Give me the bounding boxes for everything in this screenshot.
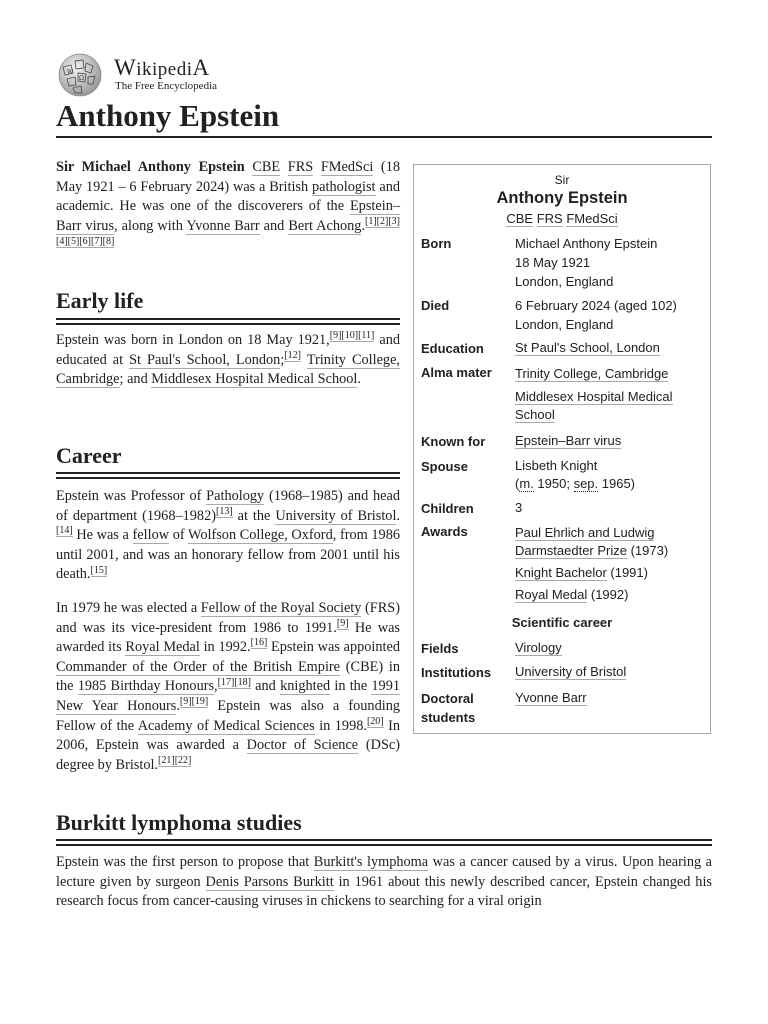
heading-early-life: Early life bbox=[56, 288, 144, 313]
fmedsci-link[interactable]: FMedSci bbox=[320, 159, 374, 175]
citation-refs[interactable]: [9] bbox=[336, 617, 349, 629]
yvonne-barr-link[interactable]: Yvonne Barr bbox=[515, 690, 587, 705]
citation-refs[interactable]: [21][22] bbox=[158, 754, 192, 766]
infobox-value: 6 February 2024 (aged 102) London, England bbox=[515, 298, 677, 332]
infobox-label: Education bbox=[421, 341, 484, 356]
infobox-scientific-career-heading: Scientific career bbox=[511, 615, 613, 630]
denis-burkitt-link[interactable]: Denis Parsons Burkitt bbox=[205, 873, 334, 890]
infobox bbox=[413, 164, 711, 734]
cbe-link[interactable]: CBE bbox=[506, 211, 534, 226]
royal-medal-link[interactable]: Royal Medal bbox=[515, 587, 588, 602]
infobox-label: Fields bbox=[421, 641, 459, 656]
st-pauls-school-link[interactable]: St Paul's School, London bbox=[515, 340, 660, 355]
svg-text:W: W bbox=[67, 69, 74, 76]
site-header bbox=[55, 53, 355, 97]
infobox-label: Died bbox=[421, 298, 450, 313]
university-of-bristol-link[interactable]: University of Bristol bbox=[275, 507, 397, 524]
pathologist-link[interactable]: pathologist bbox=[311, 178, 376, 195]
infobox-value bbox=[515, 339, 705, 357]
fellow-link[interactable]: fellow bbox=[132, 527, 170, 544]
trinity-college-link[interactable]: Trinity College, Cambridge bbox=[515, 366, 669, 381]
infobox-value: Michael Anthony Epstein 18 May 1921 London, England bbox=[515, 236, 658, 289]
heading-rule bbox=[56, 472, 400, 479]
citation-refs[interactable]: [16] bbox=[250, 637, 268, 649]
epstein-barr-virus-link[interactable]: Epstein–Barr virus bbox=[515, 433, 622, 448]
frs-link[interactable]: FRS bbox=[536, 211, 563, 226]
subject-name: Sir Michael Anthony Epstein bbox=[56, 159, 245, 175]
frs-link[interactable]: FRS bbox=[287, 159, 314, 175]
infobox-honorific: Sir bbox=[554, 173, 570, 187]
citation-refs[interactable]: [15] bbox=[90, 564, 108, 576]
pathology-link[interactable]: Pathology bbox=[206, 488, 265, 504]
citation-refs[interactable]: [17][18] bbox=[217, 676, 251, 688]
royal-medal-link[interactable]: Royal Medal bbox=[125, 639, 200, 656]
infobox-value: Lisbeth Knight (m. 1950; sep. 1965) bbox=[515, 458, 636, 491]
citation-refs[interactable]: [9][10][11] bbox=[329, 330, 375, 342]
early-life-paragraph: Epstein was born in London on 18 May 1921,[9][10][11] and educated at St Paul's School, London;[12] Trinity College, Cambridge; and Middlesex Hospital Medical School. bbox=[56, 330, 400, 388]
infobox-value bbox=[515, 639, 705, 657]
infobox-label: Doctoral students bbox=[421, 691, 476, 725]
heading-career: Career bbox=[56, 443, 122, 468]
citation-refs[interactable]: [9][19] bbox=[179, 696, 209, 708]
separated-abbr[interactable]: sep. bbox=[573, 476, 599, 491]
lead-paragraph: Sir Michael Anthony Epstein CBE FRS FMedSci (18 May 1921 – 6 February 2024) was a British pathologist and academic. He was one of the discoverers of the Epstein–Barr virus, along with Yvonne Barr and Bert Achong.[1][2][3][4][5][6][7][8] bbox=[56, 159, 400, 247]
title-rule bbox=[56, 136, 712, 138]
infobox-value: Paul Ehrlich and Ludwig Darmstaedter Prize (1973) Knight Bachelor (1991) Royal Medal (1992) bbox=[515, 525, 669, 602]
infobox-value bbox=[515, 432, 705, 450]
infobox-label: Institutions bbox=[421, 665, 492, 680]
middlesex-hospital-link[interactable]: Middlesex Hospital Medical School bbox=[515, 389, 673, 422]
infobox-name: Anthony Epstein bbox=[496, 189, 628, 207]
page-title: Anthony Epstein bbox=[56, 98, 280, 133]
citation-refs[interactable]: [14] bbox=[56, 525, 73, 537]
infobox-label: Known for bbox=[421, 434, 486, 449]
svg-text:Ω: Ω bbox=[79, 75, 84, 82]
infobox-label: Children bbox=[421, 501, 474, 516]
wikipedia-globe-logo[interactable] bbox=[55, 53, 105, 97]
married-abbr[interactable]: m. bbox=[519, 476, 534, 491]
heading-rule bbox=[56, 318, 400, 325]
career-paragraph-2: In 1979 he was elected a Fellow of the Royal Society (FRS) and was its vice-president from 1986 to 1991.[9] He was awarded its Royal Medal in 1992.[16] Epstein was appointed Commander of the Order of the British Empire (CBE) in the 1985 Birthday Honours,[17][18] and knighted in the 1991 New Year Honours.[9][19] Epstein was also a founding Fellow of the Academy of Medical Sciences in 1998.[20] In 2006, Epstein was awarded a Doctor of Science (DSc) degree by Bristol.[21][22] bbox=[56, 600, 401, 773]
infobox-label: Spouse bbox=[421, 459, 468, 474]
paul-ehrlich-prize-link[interactable]: Paul Ehrlich and Ludwig Darmstaedter Prize bbox=[515, 525, 655, 558]
infobox-label: Alma mater bbox=[421, 365, 492, 380]
virology-link[interactable]: Virology bbox=[515, 640, 562, 655]
infobox-postnominals bbox=[414, 211, 710, 226]
burkitt-paragraph: Epstein was the first person to propose that Burkitt's lymphoma was a cancer caused by a virus. Upon hearing a lecture given by surgeon Denis Parsons Burkitt in 1961 about this newly described cancer, Epstein changed his research focus from cancer-causing viruses in chickens to searching for a viral origin bbox=[56, 854, 712, 909]
doctor-of-science-link[interactable]: Doctor of Science bbox=[246, 737, 359, 754]
wikipedia-tagline: The Free Encyclopedia bbox=[115, 80, 218, 92]
fellow-royal-society-link[interactable]: Fellow of the Royal Society bbox=[200, 600, 362, 616]
citation-refs[interactable]: [20] bbox=[366, 715, 384, 727]
wikipedia-wordmark[interactable]: WikipediA bbox=[114, 55, 210, 80]
wolfson-college-link[interactable]: Wolfson College, Oxford bbox=[188, 527, 333, 544]
university-of-bristol-link[interactable]: University of Bristol bbox=[515, 664, 627, 679]
knight-bachelor-link[interactable]: Knight Bachelor bbox=[515, 565, 607, 580]
knighted-link[interactable]: knighted bbox=[280, 678, 331, 695]
infobox-label: Born bbox=[421, 236, 452, 251]
infobox-value bbox=[515, 663, 705, 681]
infobox-label: Awards bbox=[421, 524, 468, 539]
citation-refs[interactable]: [1][2][3][4][5][6][7][8] bbox=[56, 216, 400, 247]
infobox-value: 3 bbox=[515, 500, 523, 515]
cbe-link[interactable]: CBE bbox=[252, 159, 281, 175]
career-paragraph-1: Epstein was Professor of Pathology (1968–1985) and head of department (1968–1982)[13] at the University of Bristol.[14] He was a fellow of Wolfson College, Oxford, from 1986 until 2001, and was an honorary fellow from 2001 until his death.[15] bbox=[56, 488, 400, 583]
birthday-honours-link[interactable]: 1985 Birthday Honours bbox=[77, 678, 215, 695]
bert-achong-link[interactable]: Bert Achong bbox=[288, 217, 362, 234]
trinity-college-link[interactable]: Trinity College, Cambridge bbox=[56, 351, 400, 388]
citation-refs[interactable]: [12] bbox=[284, 349, 301, 361]
cbe-order-link[interactable]: Commander of the Order of the British Empire bbox=[56, 658, 341, 675]
infobox-value bbox=[515, 363, 705, 424]
heading-burkitt-lymphoma: Burkitt lymphoma studies bbox=[56, 810, 302, 835]
burkitts-lymphoma-link[interactable]: Burkitt's lymphoma bbox=[313, 854, 429, 870]
heading-rule bbox=[56, 839, 712, 846]
citation-refs[interactable]: [13] bbox=[215, 505, 233, 517]
epstein-barr-virus-link[interactable]: Epstein–Barr virus bbox=[56, 198, 400, 234]
middlesex-hospital-link[interactable]: Middlesex Hospital Medical School bbox=[151, 371, 358, 388]
st-pauls-school-link[interactable]: St Paul's School, London bbox=[129, 351, 281, 368]
yvonne-barr-link[interactable]: Yvonne Barr bbox=[186, 217, 260, 234]
fmedsci-link[interactable]: FMedSci bbox=[566, 211, 618, 226]
infobox-value bbox=[515, 689, 705, 707]
new-year-honours-link[interactable]: 1991 New Year Honours bbox=[56, 678, 400, 714]
academy-medical-sciences-link[interactable]: Academy of Medical Sciences bbox=[137, 717, 315, 734]
